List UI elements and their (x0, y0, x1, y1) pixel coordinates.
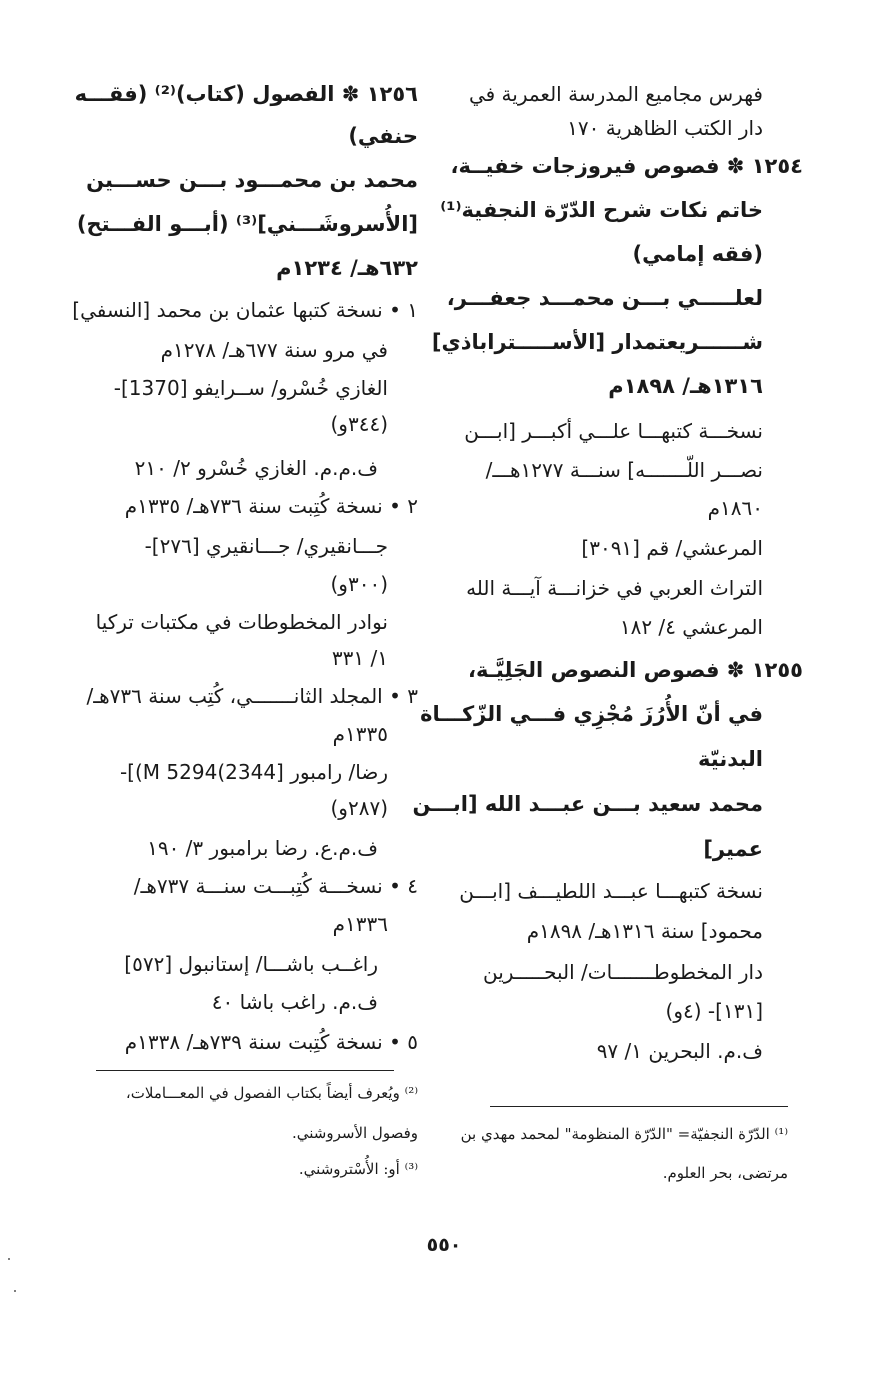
text-line: جـــانقيري/ جـــانقيري [٢٧٦]- (144, 534, 388, 558)
footnote-1-cont: مرتضى، بحر العلوم. (662, 1164, 788, 1182)
footnote-2-cont: وفصول الأسروشني. (291, 1124, 418, 1142)
text-line: ف.م.ع. رضا برامبور ٣/ ١٩٠ (147, 836, 378, 860)
footnote-1: ⁽¹⁾ الدّرّة النجفيّة= "الدّرّة المنظومة" لمحمد مهدي بن (460, 1125, 788, 1143)
text-line: ١/ ٣٣١ (331, 646, 388, 670)
text-line: المرعشي/ قم [٣٠٩١] (581, 536, 763, 560)
copy-item-1: ١ • نسخة كتبها عثمان بن محمد [النسفي] (72, 298, 418, 322)
text-line: نصـــر اللّـــــــه] سنـــة ١٢٧٧هـــ/ (485, 458, 763, 482)
entry-subject: (فقه إمامي) (632, 242, 763, 266)
entry-title: البدنيّة (698, 747, 763, 771)
scan-speck (8, 1258, 10, 1260)
copy-item-3: ٣ • المجلد الثانـــــــي، كُتِب سنة ٧٣٦هـ/ (86, 684, 418, 708)
text-line: [١٣١]- (٤و) (665, 999, 763, 1023)
text-line: نسخة كتبهـــا عبـــد اللطيـــف [ابـــن (459, 879, 763, 903)
copy-item-5: ٥ • نسخة كُتِبت سنة ٧٣٩هـ/ ١٣٣٨م (124, 1030, 418, 1054)
text-line: (٢٨٧و) (330, 796, 388, 820)
text-line: ف.م. البحرين ١/ ٩٧ (596, 1039, 763, 1063)
entry-dates: ٦٣٢هـ/ ١٢٣٤م (276, 256, 418, 280)
copy-item-2: ٢ • نسخة كُتِبت سنة ٧٣٦هـ/ ١٣٣٥م (124, 494, 418, 518)
text-line: في مرو سنة ٦٧٧هـ/ ١٢٧٨م (160, 338, 388, 362)
entry-title: خاتم نكات شرح الدّرّة النجفية⁽¹⁾ (440, 198, 763, 222)
text-line: محمود] سنة ١٣١٦هـ/ ١٨٩٨م (526, 919, 763, 943)
entry-heading-1255: ١٢٥٥ ✽ فصوص النصوص الجَلِيَّـة، (468, 658, 803, 682)
text-line: راغــب باشـــا/ إستانبول [٥٧٢] (124, 952, 378, 976)
text-line: الغازي خُسْرو/ ســرايفو [1370]- (113, 376, 388, 400)
entry-author: عمير] (703, 837, 763, 861)
entry-author: شــــــريعتمدار [الأســـــتراباذي] (431, 330, 763, 354)
text-line: دار المخطوطـــــــات/ البحـــــرين (482, 960, 763, 984)
text-line: نوادر المخطوطات في مكتبات تركيا (95, 610, 388, 634)
text-line: ١٣٣٦م (332, 912, 388, 936)
text-line: ١٨٦٠م (707, 496, 763, 520)
text-line: التراث العربي في خزانـــة آيـــة الله (466, 576, 763, 600)
footnote-rule-left (96, 1070, 394, 1071)
page-number: ٥٥٠ (426, 1234, 462, 1256)
entry-author: محمد سعيد بـــن عبـــد الله [ابـــن (412, 792, 763, 816)
text-line: المرعشي ٤/ ١٨٢ (619, 615, 763, 639)
copy-item-4: ٤ • نسخـــة كُتِبـــت سنـــة ٧٣٧هـ/ (133, 874, 418, 898)
entry-heading-1256: ١٢٥٦ ✽ الفصول (كتاب)⁽²⁾ (فقـــه (74, 82, 418, 106)
text-line: نسخـــة كتبهـــا علـــي أكبـــر [ابـــن (464, 419, 763, 443)
entry-subject: حنفي) (348, 124, 418, 148)
entry-author: [الأُسروشَـــني]⁽³⁾ (أبـــو الفـــتح) (76, 212, 418, 236)
text-line: (٣٤٤و) (330, 412, 388, 436)
entry-title: في أنّ الأُرُزَ مُجْزِي فـــي الزّكـــاة (420, 702, 763, 726)
footnote-3: ⁽³⁾ أو: الأُسْتروشني. (298, 1160, 418, 1178)
text-line: دار الكتب الظاهرية ١٧٠ (567, 116, 763, 140)
text-line: ف.م.م. الغازي خُسْرو ٢/ ٢١٠ (134, 456, 378, 480)
footnote-rule-right (490, 1106, 788, 1107)
entry-author: لعلـــــي بـــن محمـــد جعفـــر، (446, 286, 763, 310)
scan-speck (14, 1290, 16, 1292)
text-line: فهرس مجاميع المدرسة العمرية في (468, 82, 763, 106)
text-line: (٣٠٠و) (330, 572, 388, 596)
entry-dates: ١٣١٦هـ/ ١٨٩٨م (608, 374, 763, 398)
footnote-2: ⁽²⁾ ويُعرف أيضاً بكتاب الفصول في المعـــاملات، (125, 1084, 418, 1102)
text-line: ف.م. راغب باشا ٤٠ (211, 990, 378, 1014)
entry-author: محمد بن محمـــود بـــن حســـين (86, 168, 418, 192)
text-line: ١٣٣٥م (332, 722, 388, 746)
entry-heading-1254: ١٢٥٤ ✽ فصوص فيروزجات خفيــة، (450, 154, 803, 178)
text-line: رضا/ رامبور [2344)5294 M)]- (119, 760, 388, 784)
